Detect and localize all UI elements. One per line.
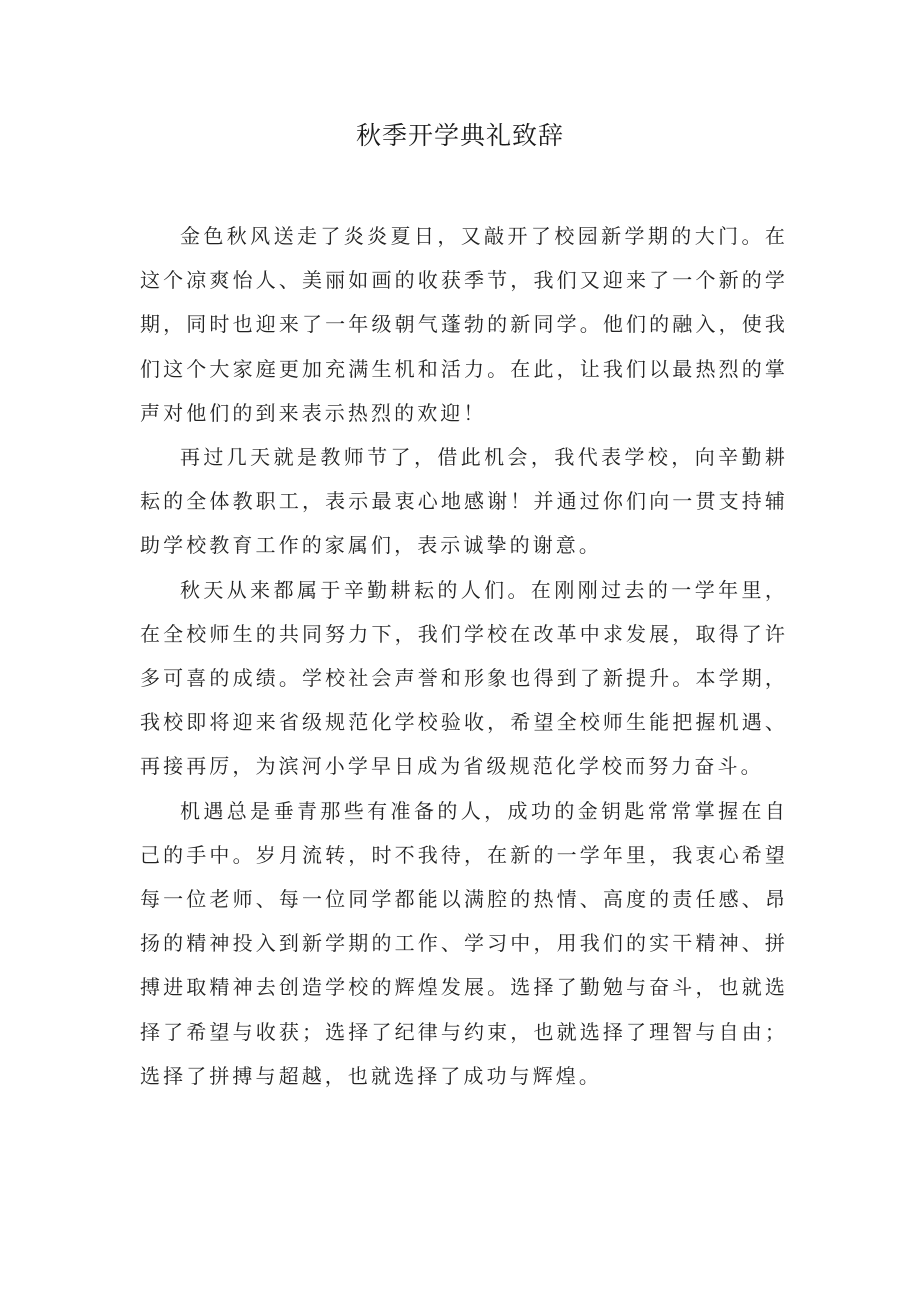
paragraph-1: 金色秋风送走了炎炎夏日，又敲开了校园新学期的大门。在这个凉爽怡人、美丽如画的收获季节，我们又迎来了一个新的学期，同时也迎来了一年级朝气蓬勃的新同学。他们的融入，使我们这个大家庭更加充满生机和活力。在此，让我们以最热烈的掌声对他们的到来表示热烈的欢迎！ — [140, 224, 788, 425]
paragraph-3: 秋天从来都属于辛勤耕耘的人们。在刚刚过去的一学年里，在全校师生的共同努力下，我们学校在改革中求发展，取得了许多可喜的成绩。学校社会声誉和形象也得到了新提升。本学期，我校即将迎来省级规范化学校验收，希望全校师生能把握机遇、再接再厉，为滨河小学早日成为省级规范化学校而努力奋斗。 — [140, 577, 788, 779]
document-body — [140, 214, 788, 1098]
paragraph-2: 再过几天就是教师节了，借此机会，我代表学校，向辛勤耕耘的全体教职工，表示最衷心地感谢！并通过你们向一贯支持辅助学校教育工作的家属们，表示诚挚的谢意。 — [140, 445, 788, 558]
paragraph-4: 机遇总是垂青那些有准备的人，成功的金钥匙常常掌握在自己的手中。岁月流转，时不我待，在新的一学年里，我衷心希望每一位老师、每一位同学都能以满腔的热情、高度的责任感、昂扬的精神投入到新学期的工作、学习中，用我们的实干精神、拼搏进取精神去创造学校的辉煌发展。选择了勤勉与奋斗，也就选择了希望与收获；选择了纪律与约束，也就选择了理智与自由；选择了拼搏与超越，也就选择了成功与辉煌。 — [140, 798, 788, 1088]
document-title: 秋季开学典礼致辞 — [355, 121, 564, 150]
